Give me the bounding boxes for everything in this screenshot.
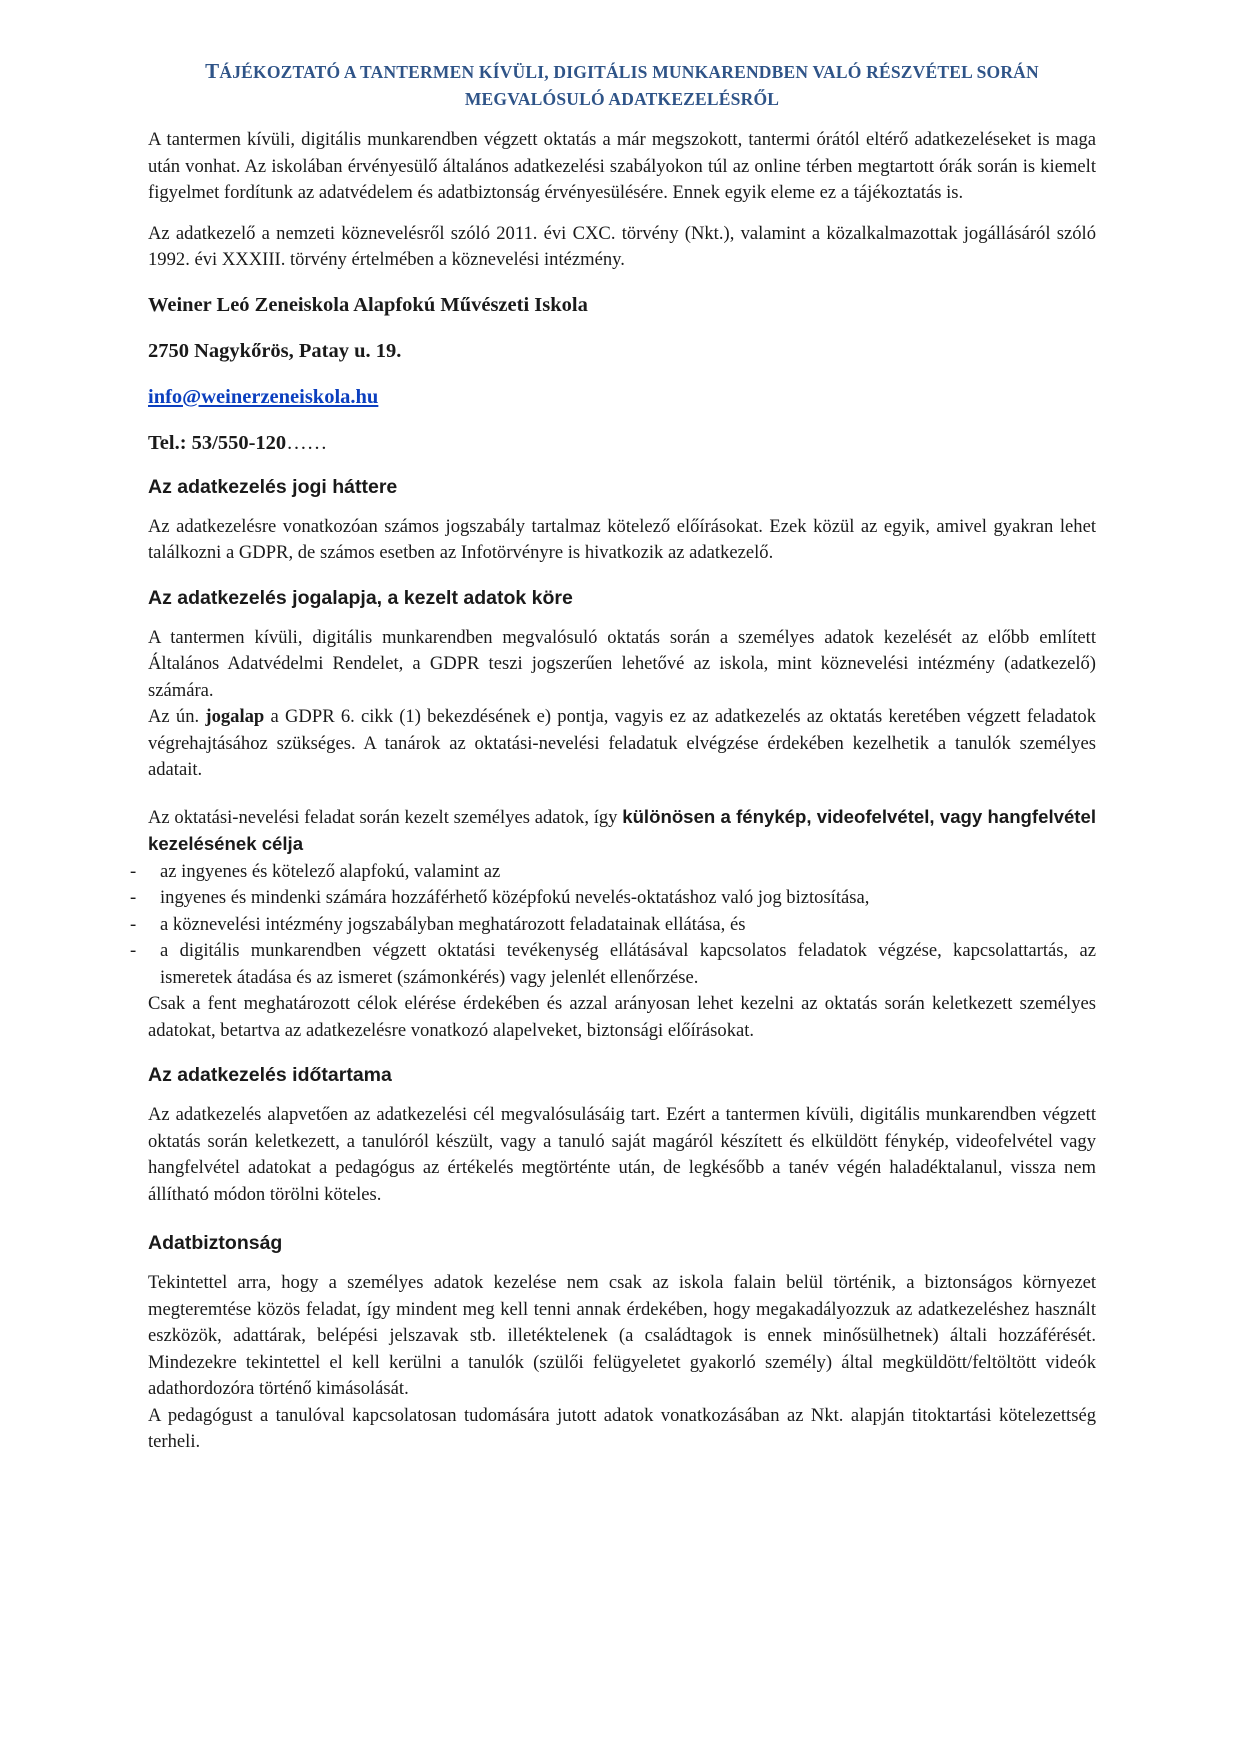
section-basis-paragraph-4: Csak a fent meghatározott célok elérése érdekében és azzal arányosan lehet kezelni az oktatás során keletkezett személyes adatokat, betartva az adatkezelésre vonatkozó alapelveket, biztonsági előírásokat. xyxy=(148,993,1096,1041)
title-initial: T xyxy=(205,59,220,83)
list-item xyxy=(130,912,1096,939)
list-item-text: ingyenes és mindenki számára hozzáférhető középfokú nevelés-oktatáshoz való jog biztosítása, xyxy=(160,887,870,908)
list-item xyxy=(130,859,1096,886)
section-basis-paragraph-3 xyxy=(148,804,1096,859)
section-heading-legal: Az adatkezelés jogi háttere xyxy=(148,475,398,498)
institution-email-line xyxy=(148,384,1096,410)
title-line-1 xyxy=(148,58,1096,86)
list-item xyxy=(130,938,1096,991)
section-security-paragraph-1: Tekintettel arra, hogy a személyes adatok kezelése nem csak az iskola falain belül történik, a biztonságos környezet megteremtése közös feladat, így mindent meg kell tenni annak érdekében, hogy megakadályozzuk az adatkezeléshez használt eszközök, adattárak, belépési jelszavak stb. illetéktelenek (a családtagok is ennek minősülhetnek) általi hozzáférését. Mindezekre tekintettel el kell kerülni a tanulók (szülői felügyeletet gyakorló személy) által megküldött/feltöltött videók adathordozóra történő kimásolását. xyxy=(148,1272,1096,1399)
section-legal-text: Az adatkezelésre vonatkozóan számos jogszabály tartalmaz kötelező előírásokat. Ezek közül az egyik, amivel gyakran lehet találkozni a GDPR, de számos esetben az Infotörvényre is hivatkozik az adatkezelő. xyxy=(148,515,1096,563)
purpose-list xyxy=(130,859,1096,992)
basis-p3-text: Az oktatási-nevelési feladat során kezelt személyes adatok, így xyxy=(148,806,623,828)
section-duration-text: Az adatkezelés alapvetően az adatkezelési cél megvalósulásáig tart. Ezért a tantermen kívüli, digitális munkarendben végzett oktatás során keletkezett, a tanulóról készült, vagy a tanuló saját magáról készített és elküldött fénykép, videofelvétel vagy hangfelvétel adatokat a pedagógus az értékelés megtörténte után, de legkésőbb a tanév végén haladéktalanul, vissza nem állítható módon törölni köteles. xyxy=(148,1104,1096,1205)
spacer xyxy=(148,784,1096,804)
institution-phone xyxy=(148,430,1096,456)
section-heading-basis: Az adatkezelés jogalapja, a kezelt adatok köre xyxy=(148,586,573,609)
list-item-text: a köznevelési intézmény jogszabályban meghatározott feladatainak ellátása, és xyxy=(160,913,746,935)
list-item-text: az ingyenes és kötelező alapfokú, valamint az xyxy=(160,860,501,882)
basis-p2-text-b: a GDPR 6. cikk (1) bekezdésének e) pontja, vagyis ez az adatkezelés az oktatás keretében végzett feladatok végrehajtásához szükséges. A tanárok az oktatási-nevelési feladatuk elvégzése érdekében kezelhetik a tanulók személyes adatait. xyxy=(148,706,1096,780)
section-basis-paragraph-2 xyxy=(148,704,1096,784)
institution-email-link[interactable]: info@weinerzeneiskola.hu xyxy=(148,385,379,408)
list-dash: - xyxy=(130,860,137,882)
document-title xyxy=(148,58,1096,113)
section-basis-paragraph-1: A tantermen kívüli, digitális munkarendben megvalósuló oktatás során a személyes adatok kezelését az előbb említett Általános Adatvédelmi Rendelet, a GDPR teszi jogszerűen lehetővé az iskola, mint köznevelési intézmény (adatkezelő) számára. xyxy=(148,626,1096,701)
basis-p2-text-a: Az ún. xyxy=(148,706,206,727)
institution-address: 2750 Nagykőrös, Patay u. 19. xyxy=(148,339,402,362)
section-heading-security: Adatbiztonság xyxy=(148,1232,283,1254)
title-line-2: MEGVALÓSULÓ ADATKEZELÉSRŐL xyxy=(464,89,780,109)
institution-name: Weiner Leó Zeneiskola Alapfokú Művészeti Iskola xyxy=(148,293,588,316)
basis-p3-bold: különösen a fénykép, videofelvétel, vagy hangfelvétel kezelésének célja xyxy=(148,805,1096,854)
document-page xyxy=(130,58,1096,1456)
list-item xyxy=(130,885,1096,912)
intro-paragraph-2: Az adatkezelő a nemzeti köznevelésről szóló 2011. évi CXC. törvény (Nkt.), valamint a közalkalmazottak jogállásáról szóló 1992. évi XXXIII. törvény értelmében a köznevelési intézmény. xyxy=(148,222,1096,270)
section-security-paragraph-2: A pedagógust a tanulóval kapcsolatosan tudomására jutott adatok vonatkozásában az Nkt. alapján titoktartási kötelezettség terheli. xyxy=(148,1404,1096,1452)
title-line-1-text: ÁJÉKOZTATÓ A TANTERMEN KÍVÜLI, DIGITÁLIS MUNKARENDBEN VALÓ RÉSZVÉTEL SORÁN xyxy=(219,62,1039,82)
list-item-text: a digitális munkarendben végzett oktatási tevékenység ellátásával kapcsolatos feladatok végzése, kapcsolattartás, az ismeretek átadása és az ismeret (számonkérés) vagy jelenlét ellenőrzése. xyxy=(160,940,1096,988)
list-dash: - xyxy=(130,913,137,935)
institution-phone-number: Tel.: 53/550-120 xyxy=(148,431,287,454)
list-dash: - xyxy=(130,887,137,908)
section-heading-duration: Az adatkezelés időtartama xyxy=(148,1064,392,1086)
list-dash: - xyxy=(130,940,137,961)
basis-p2-bold: jogalap xyxy=(205,706,265,727)
institution-phone-dots: …… xyxy=(286,431,328,454)
intro-paragraph-1: A tantermen kívüli, digitális munkarendben végzett oktatás a már megszokott, tantermi órától eltérő adatkezeléseket is maga után vonhat. Az iskolában érvényesülő általános adatkezelési szabályokon túl az online térben megtartott órák során is kiemelt figyelmet fordítunk az adatvédelem és adatbiztonság érvényesülésére. Ennek egyik eleme ez a tájékoztatás is. xyxy=(148,129,1096,203)
